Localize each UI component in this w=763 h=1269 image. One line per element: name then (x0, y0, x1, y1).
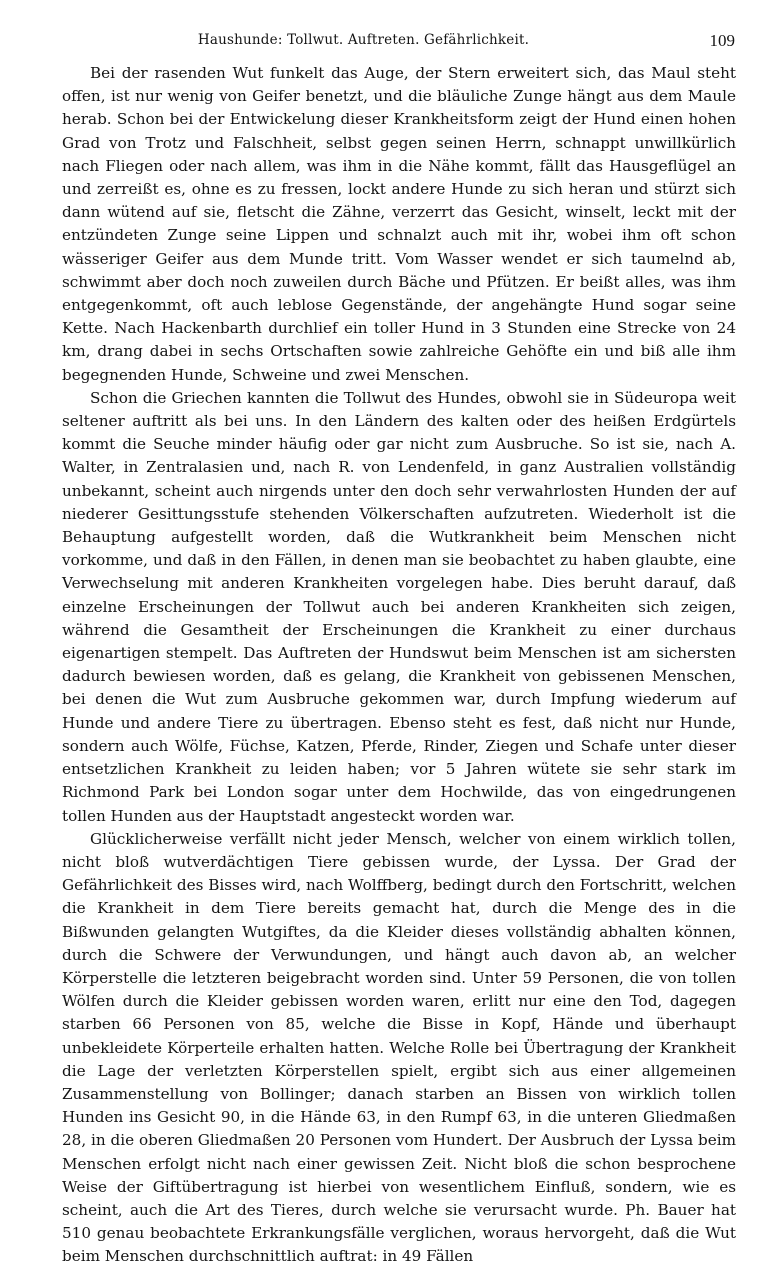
paragraph-rabid-symptoms: Bei der rasenden Wut funkelt das Auge, der Stern erweitert sich, das Maul steht offen, ist nur wenig von Geifer benetzt, und die bläuliche Zunge hängt aus dem Maule herab. Schon bei der Entwickelung dieser Krankheitsform zeigt der Hund einen hohen Grad von Trotz und Falschheit, selbst gegen seinen Herrn, schnappt unwillkürlich nach Fliegen oder nach allem, was ihm in die Nähe kommt, fällt das Hausgeflügel an und zerreißt es, ohne es zu fressen, lockt andere Hunde zu sich heran und stürzt sich dann wütend auf sie, fletscht die Zähne, verzerrt das Gesicht, winselt, leckt mit der entzündeten Zunge seine Lippen und schnalzt auch mit ihr, wobei ihm oft schon wässeriger Geifer aus dem Munde tritt. Vom Wasser wendet er sich taumelnd ab, schwimmt aber doch noch zuweilen durch Bäche und Pfützen. Er beißt alles, was ihm entgegenkommt, oft auch leblose Gegenstände, der angehängte Hund sogar seine Kette. Nach Hackenbarth durchlief ein toller Hund in 3 Stunden eine Strecke von 24 km, drang dabei in sechs Ortschaften sowie zahlreiche Gehöfte ein und biß alle ihm begegnenden Hunde, Schweine und zwei Menschen. (62, 64, 736, 384)
paragraph-danger: Glücklicherweise verfällt nicht jeder Mensch, welcher von einem wirklich tollen, nicht bloß wutverdächtigen Tiere gebissen wurde, der Lyssa. Der Grad der Gefährlichkeit des Bisses wird, nach Wolffberg, bedingt durch den Fortschritt, welchen die Krankheit in dem Tiere bereits gemacht hat, durch die Menge des in die Bißwunden gelangten Wutgiftes, da die Kleider dieses vollständig abhalten können, durch die Schwere der Verwundungen, und hängt auch davon ab, an welcher Körperstelle die letzteren beigebracht worden sind. Unter 59 Personen, die von tollen Wölfen durch die Kleider gebissen worden waren, erlitt nur eine den Tod, dagegen starben 66 Personen von 85, welche die Bisse in Kopf, Hände und überhaupt unbekleidete Körperteile erhalten hatten. Welche Rolle bei Übertragung der Krankheit die Lage der verletzten Körperstellen spielt, ergibt sich aus einer allgemeinen Zusammenstellung von Bollinger; danach starben an Bissen von wirklich tollen Hunden ins Gesicht 90, in die Hände 63, in den Rumpf 63, in die unteren Gliedmaßen 28, in die oberen Gliedmaßen 20 Personen vom Hundert. Der Ausbruch der Lyssa beim Menschen erfolgt nicht nach einer gewissen Zeit. Nicht bloß die schon besprochene Weise der Giftübertragung ist hierbei von wesentlichem Einfluß, sondern, wie es scheint, auch die Art des Tieres, durch welche sie verursacht wurde. Ph. Bauer hat 510 genau beobachtete Erkrankungsfälle verglichen, woraus hervorgeht, daß die Wut beim Menschen durchschnittlich auftrat: in 49 Fällen (62, 829, 736, 1266)
running-title: Haushunde: Tollwut. Auftreten. Gefährlichkeit. (197, 32, 530, 48)
page-number: 109 (709, 31, 735, 50)
running-head (62, 28, 735, 52)
body-text (62, 62, 736, 1269)
paragraph-occurrence: Schon die Griechen kannten die Tollwut des Hundes, obwohl sie in Südeuropa weit seltener auftritt als bei uns. In den Ländern des kalten oder des heißen Erdgürtels kommt die Seuche minder häufig oder gar nicht zum Ausbruche. So ist sie, nach A. Walter, in Zentralasien und, nach R. von Lendenfeld, in ganz Australien vollständig unbekannt, scheint auch nirgends unter den doch sehr verwahrlosten Hunden der auf niederer Gesittungsstufe stehenden Völkerschaften aufzutreten. Wiederholt ist die Behauptung aufgestellt worden, daß die Wutkrankheit beim Menschen nicht vorkomme, und daß in den Fällen, in denen man sie beobachtet zu haben glaubte, eine Verwechselung mit anderen Krankheiten vorgelegen habe. Dies beruht darauf, daß einzelne Erscheinungen der Tollwut auch bei anderen Krankheiten sich zeigen, während die Gesamtheit der Erscheinungen die Krankheit zu einer durchaus eigenartigen stempelt. Das Auftreten der Hundswut beim Menschen ist am sichersten dadurch bewiesen worden, daß es gelang, die Krankheit von gebissenen Menschen, bei denen die Wut zum Ausbruche gekommen war, durch Impfung wiederum auf Hunde und andere Tiere zu übertragen. Ebenso steht es fest, daß nicht nur Hunde, sondern auch Wölfe, Füchse, Katzen, Pferde, Rinder, Ziegen und Schafe unter dieser entsetzlichen Krankheit zu leiden haben; vor 5 Jahren wütete sie sehr stark im Richmond Park bei London sogar unter dem Hochwilde, das von eingedrungenen tollen Hunden aus der Hauptstadt angesteckt worden war. (62, 388, 736, 825)
